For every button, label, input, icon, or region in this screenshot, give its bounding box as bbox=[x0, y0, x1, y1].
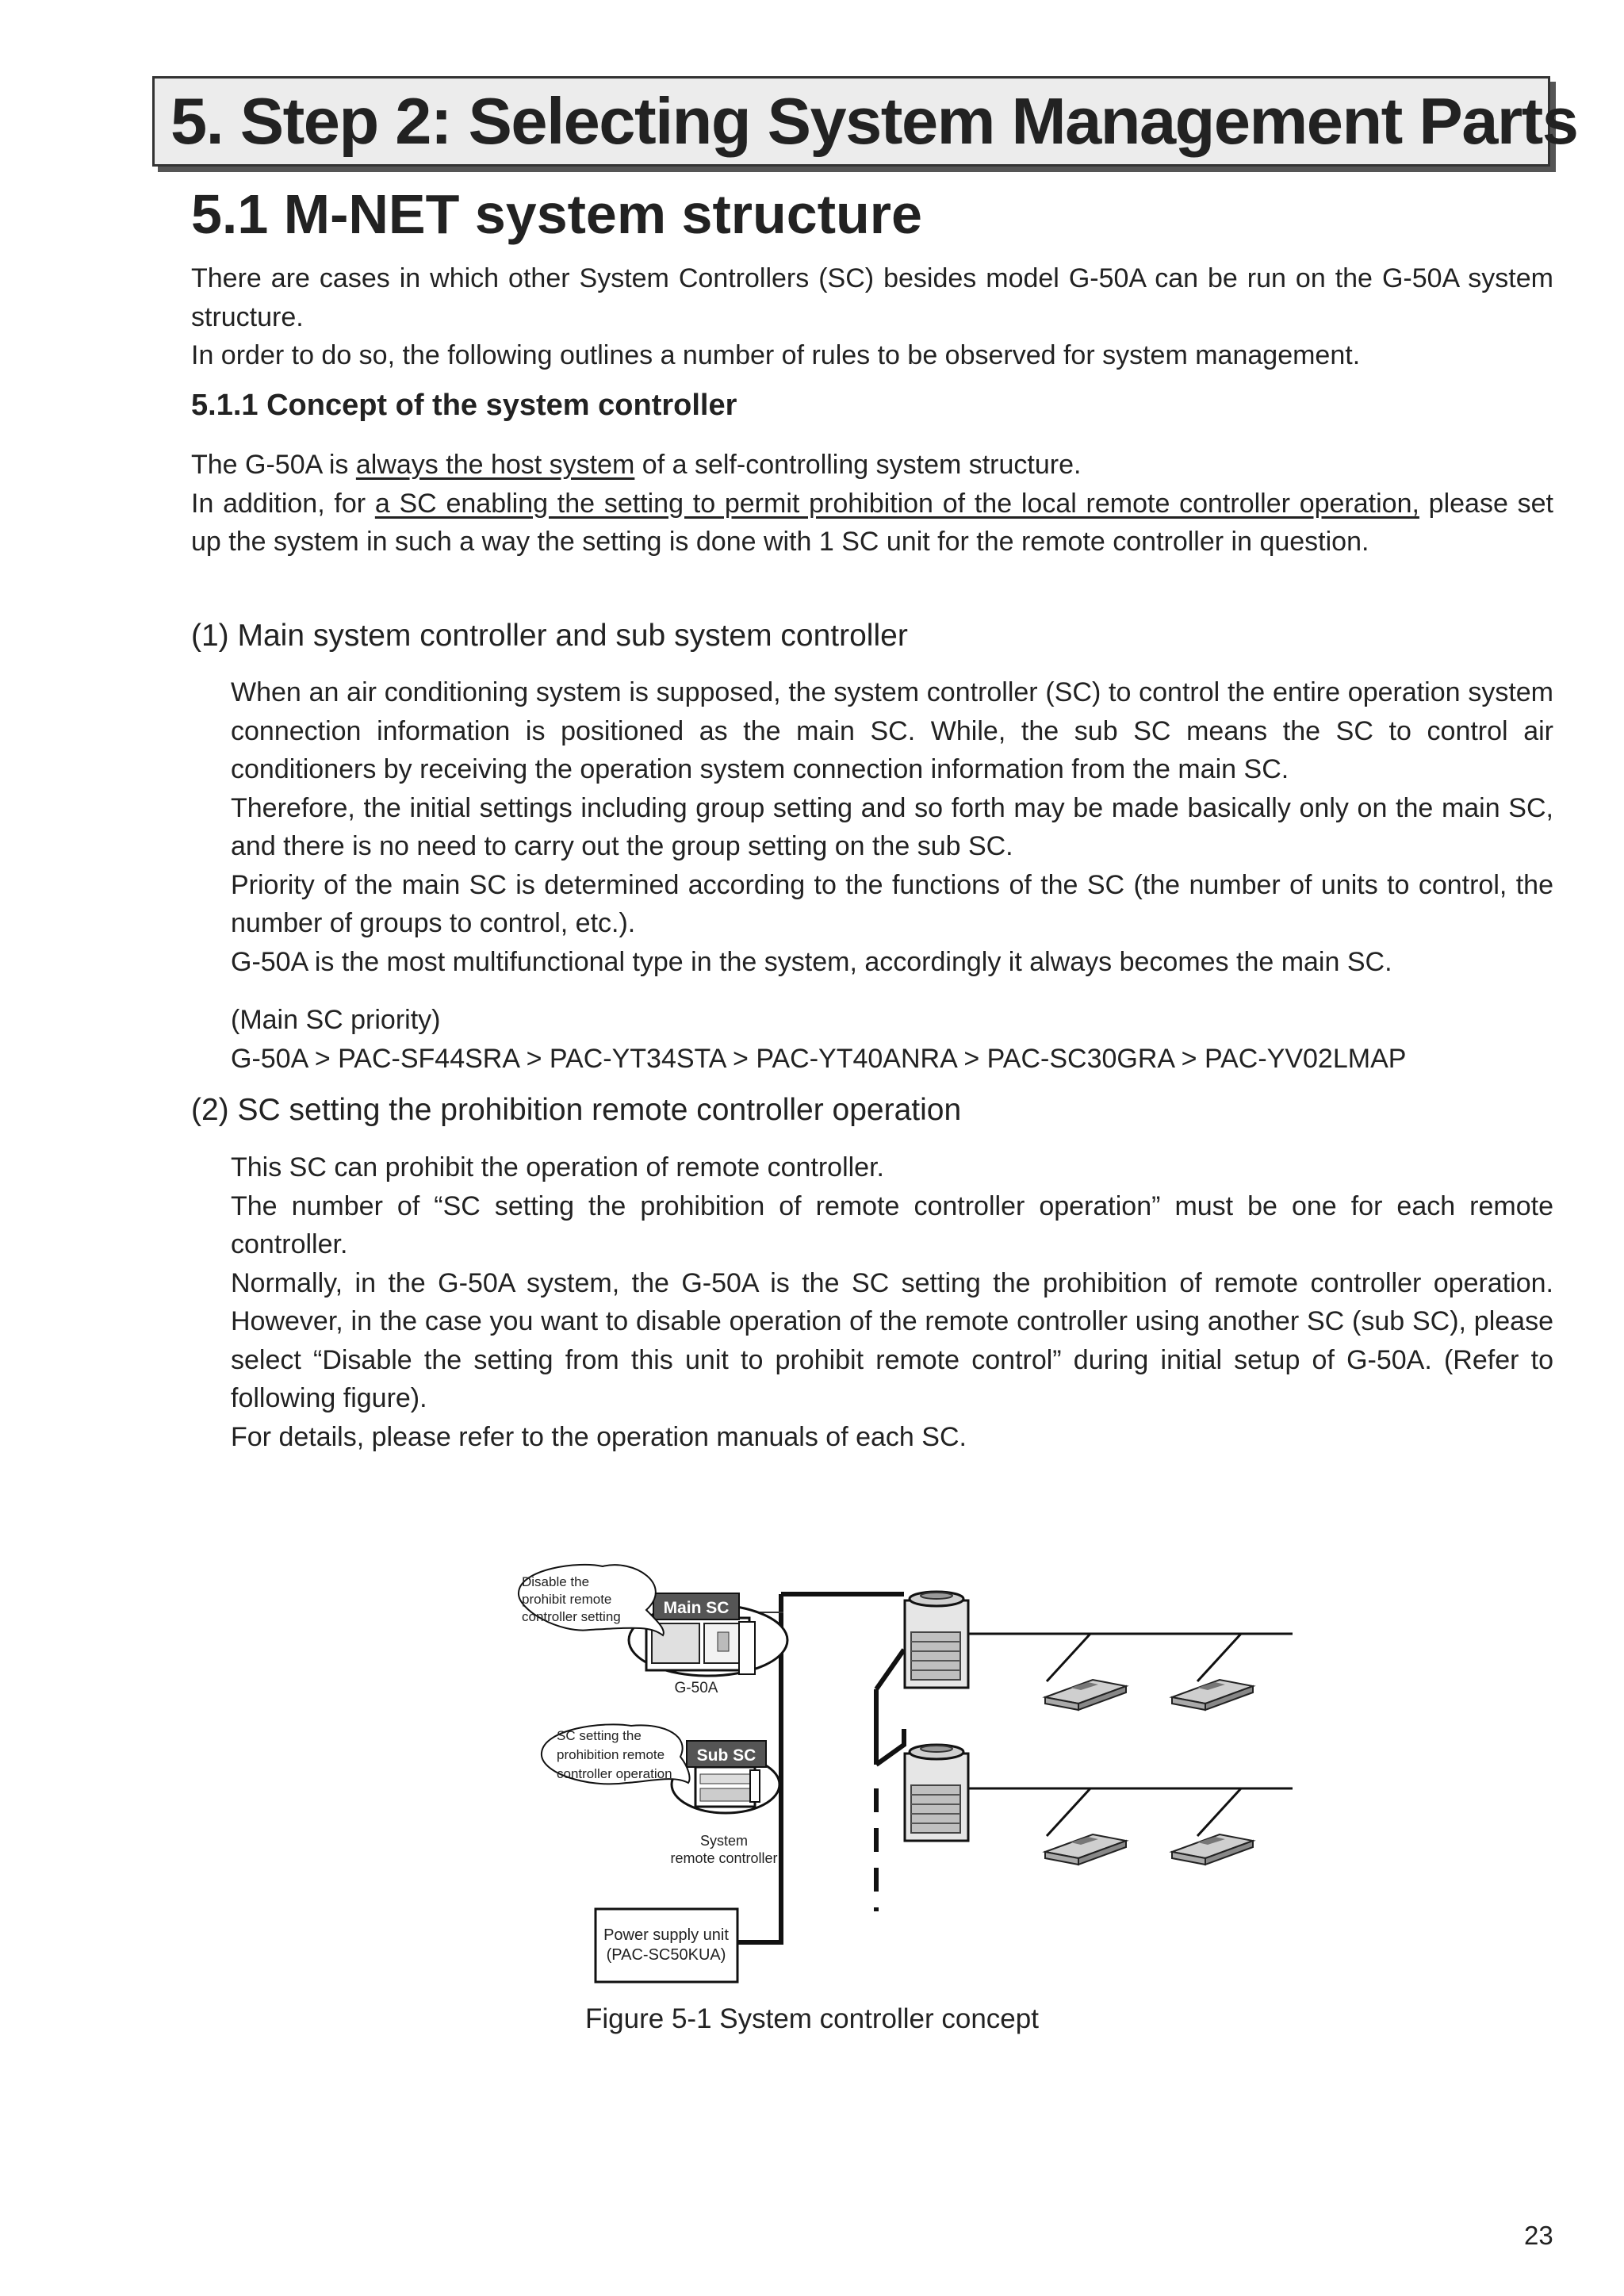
item2-paragraph-2: The number of “SC setting the prohibition of remote controller operation” must be one for each remote controller. bbox=[231, 1190, 1553, 1259]
main-sc-label: Main SC bbox=[663, 1599, 730, 1617]
chapter-title: 5. Step 2: Selecting System Management Parts bbox=[170, 84, 1578, 158]
bubble-main-line-1: Disable the bbox=[522, 1574, 590, 1589]
item2-title: (2) SC setting the prohibition remote controller operation bbox=[191, 1093, 962, 1127]
remote-label-line-2: remote controller bbox=[670, 1850, 778, 1866]
power-supply-box bbox=[596, 1909, 737, 1982]
item1-title: (1) Main system controller and sub system controller bbox=[191, 619, 908, 653]
item2-paragraph-3: Normally, in the G-50A system, the G-50A is the SC setting the prohibition of remote controller operation. However, in the case you want to disable operation of the remote controller using another SC (sub SC), please select “Disable the setting from this unit to prohibit remote control” during initial setup of G-50A. (Refer to following figure). bbox=[231, 1267, 1553, 1413]
item2-paragraph-1: This SC can prohibit the operation of remote controller. bbox=[231, 1152, 884, 1182]
indoor-unit-icon bbox=[1172, 1834, 1253, 1865]
bubble-sub-line-2: prohibition remote bbox=[557, 1747, 665, 1762]
host-system-underline: always the host system bbox=[355, 450, 635, 480]
priority-label: (Main SC priority) bbox=[231, 1005, 441, 1035]
indoor-unit-icon bbox=[1172, 1680, 1253, 1710]
page-number: 23 bbox=[1524, 2221, 1553, 2250]
host-system-sentence: The G-50A is always the host system of a self-controlling system structure. bbox=[191, 450, 1082, 480]
item2-paragraph-4: For details, please refer to the operation manuals of each SC. bbox=[231, 1421, 967, 1452]
sc-rule-sentence: In addition, for a SC enabling the setting to permit prohibition of the local remote controller operation, please set up the system in such a way the setting is done with 1 SC unit for the remote controller in question. bbox=[191, 488, 1553, 557]
item1-paragraph-4: G-50A is the most multifunctional type in the system, accordingly it always becomes the main SC. bbox=[231, 946, 1392, 977]
bubble-main-line-2: prohibit remote bbox=[522, 1592, 612, 1607]
item1-paragraph-3: Priority of the main SC is determined according to the functions of the SC (the number of units to control, the number of groups to control, etc.). bbox=[231, 869, 1553, 938]
priority-order: G-50A > PAC-SF44SRA > PAC-YT34STA > PAC-YT40ANRA > PAC-SC30GRA > PAC-YV02LMAP bbox=[231, 1043, 1407, 1074]
bubble-sub-line-3: controller operation bbox=[557, 1766, 672, 1781]
bubble-sub-line-1: SC setting the bbox=[557, 1728, 642, 1743]
intro-line-1: There are cases in which other System Controllers (SC) besides model G-50A can be run on the G-50A system structure. bbox=[191, 263, 1553, 332]
section-title: 5.1 M-NET system structure bbox=[191, 183, 922, 245]
outdoor-unit-icon bbox=[905, 1592, 968, 1688]
remote-label-line-1: System bbox=[699, 1833, 749, 1849]
item1-paragraph-1: When an air conditioning system is supposed, the system controller (SC) to control the entire operation system connection information is positioned as the main SC. While, the sub SC means the SC to control air conditioners by receiving the operation system connection information from the main SC. bbox=[231, 677, 1553, 784]
indoor-unit-icon bbox=[1045, 1680, 1126, 1710]
subsection-title: 5.1.1 Concept of the system controller bbox=[191, 389, 737, 422]
sub-sc-label: Sub SC bbox=[696, 1746, 756, 1765]
g50a-label: G-50A bbox=[674, 1680, 718, 1696]
power-supply-line-1: Power supply unit bbox=[603, 1926, 729, 1944]
item1-paragraph-2: Therefore, the initial settings including group setting and so forth may be made basically only on the main SC, and there is no need to carry out the group setting on the sub SC. bbox=[231, 792, 1553, 861]
indoor-unit-wiring bbox=[963, 1634, 1293, 1836]
indoor-unit-icon bbox=[1045, 1834, 1126, 1865]
power-supply-line-2: (PAC-SC50KUA) bbox=[606, 1946, 726, 1964]
intro-line-2: In order to do so, the following outlines a number of rules to be observed for system management. bbox=[191, 340, 1361, 370]
outdoor-unit-icon bbox=[905, 1745, 968, 1841]
bubble-main-line-3: controller setting bbox=[522, 1609, 621, 1624]
figure-caption: Figure 5-1 System controller concept bbox=[585, 2003, 1039, 2034]
sc-rule-underline: a SC enabling the setting to permit prohibition of the local remote controller operation, bbox=[374, 488, 1419, 519]
